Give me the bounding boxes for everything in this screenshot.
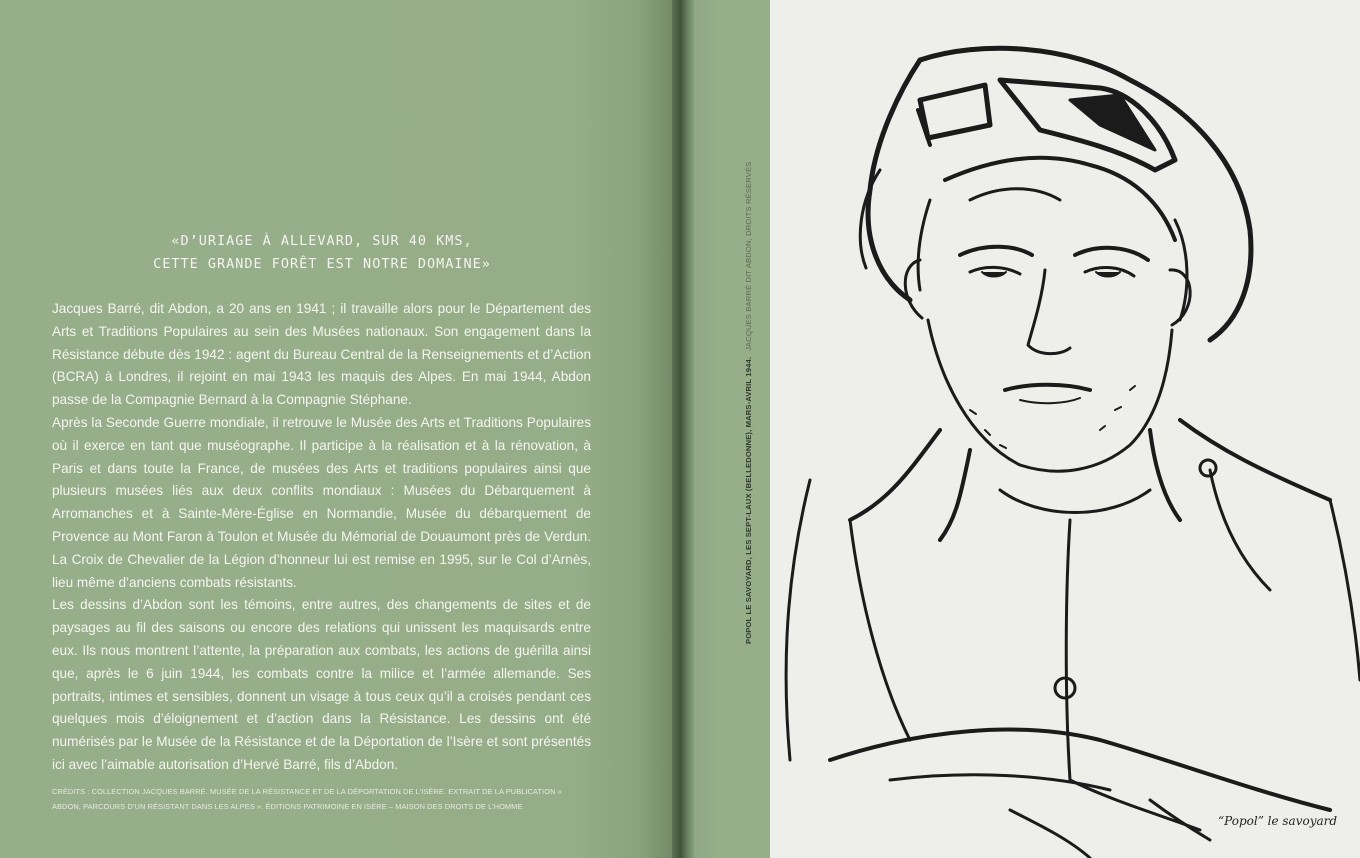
ink-portrait-illustration [770,0,1360,858]
caption-title: POPOL LE SAVOYARD, LES SEPT-LAUX (BELLEDONNE), MARS-AVRIL 1944. [744,356,753,644]
pull-quote [52,230,592,276]
caption-strip [694,0,770,858]
pull-quote-line-1: «D’URIAGE À ALLEVARD, SUR 40 KMS, [171,233,473,249]
pull-quote-line-2: CETTE GRANDE FORÊT EST NOTRE DOMAINE» [153,256,491,272]
paragraph-2: Après la Seconde Guerre mondiale, il retrouve le Musée des Arts et Traditions Populaires où il exerce en tant que muséographe. Il participe à la réalisation et à la rénovation, à Paris et dans toute la France, de musées des Arts et traditions populaires ainsi que plusieurs musées liés aux deux conflits mondiaux : Musées du Débarquement à Arromanches et à Sainte-Mère-Église en Normandie, Musée du débarquement de Provence au Mont Faron à Toulon et Musée du Mémorial de Douaumont près de Verdun. La Croix de Chevalier de la Légion d’honneur lui est remise en 1995, sur le Col d’Arnès, lieu même d’anciens combats résistants. [52,414,591,590]
portrait-drawing [770,0,1360,858]
book-gutter [672,0,696,858]
article-body [52,298,591,777]
artist-signature: “Popol” le savoyard [1218,814,1338,828]
paragraph-1: Jacques Barré, dit Abdon, a 20 ans en 1941 ; il travaille alors pour le Département des Arts et Traditions Populaires au sein des Musées nationaux. Son engagement dans la Résistance débute dès 1942 : agent du Bureau Central de la Renseignements et d’Action (BCRA) à Londres, il rejoint en mai 1943 les maquis des Alpes. En mai 1944, Abdon passe de la Compagnie Bernard à la Compagnie Stéphane. [52,301,591,408]
paragraph-3: Les dessins d’Abdon sont les témoins, entre autres, des changements de sites et de paysages au fil des saisons ou encore des relations qui unissent les maquisards entre eux. Ils nous montrent l’attente, la préparation aux combats, les actions de guérilla ainsi que, après le 6 juin 1944, les combats contre la milice et l’armée allemande. Ses portraits, intimes et sensibles, donnent un visage à tous ceux qu’il a croisés pendant ces quelques mois d’éloignement et d’action dans la Résistance. Les dessins ont été numérisés par le Musée de la Résistance et de la Déportation de l’Isère et sont présentés ici avec l’aimable autorisation d’Hervé Barré, fils d’Abdon. [52,597,591,772]
vertical-caption [744,162,753,644]
caption-rights: JACQUES BARRÉ DIT ABDON, DROITS RÉSERVÉS [744,161,753,351]
photo-credits: CRÉDITS : COLLECTION JACQUES BARRÉ. MUSÉE DE LA RÉSISTANCE ET DE LA DÉPORTATION DE L’ISÈRE. EXTRAIT DE LA PUBLICATION « ABDON, PARCOURS D’UN RÉSISTANT DANS LES ALPES ». ÉDITIONS PATRIMOINE EN ISÈRE – MAISON DES DROITS DE L’HOMME [52,787,562,811]
